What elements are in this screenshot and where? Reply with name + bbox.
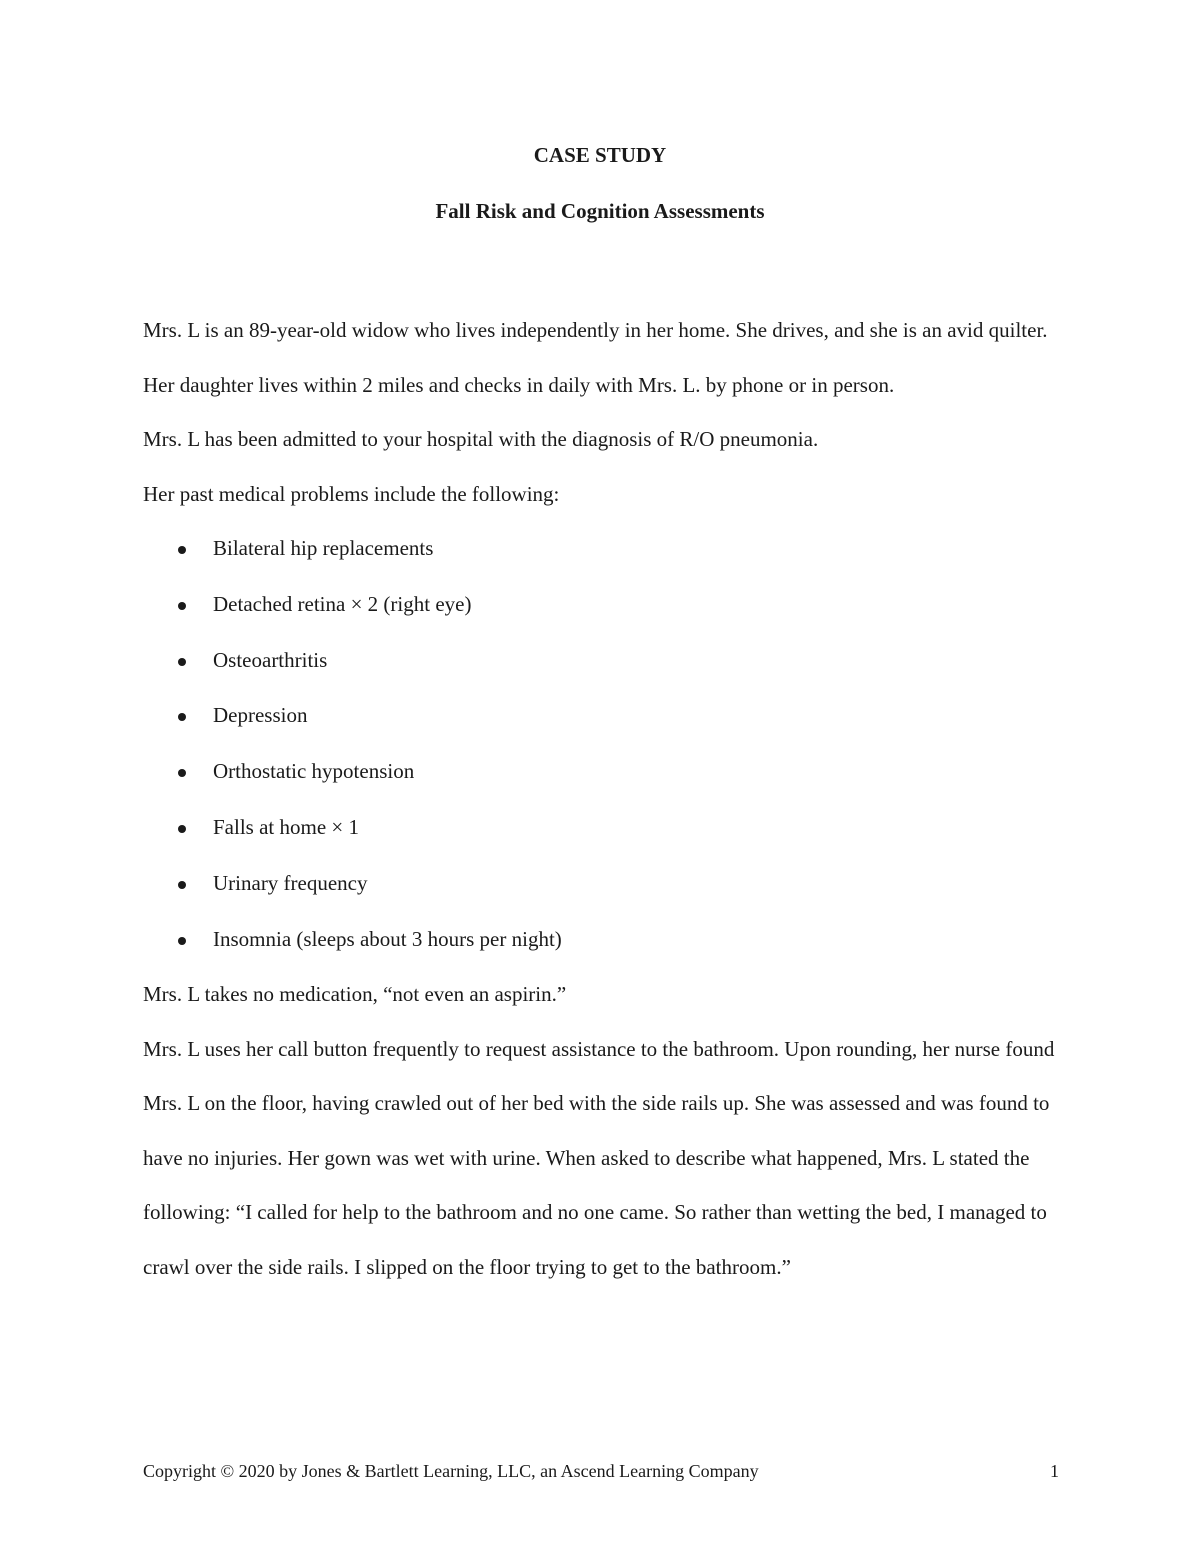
list-item-text: Depression	[213, 703, 308, 728]
bullet-icon	[178, 713, 186, 721]
document-body	[143, 303, 1063, 1294]
list-item	[143, 744, 1063, 800]
bullet-icon	[178, 769, 186, 777]
list-item-text: Falls at home × 1	[213, 814, 359, 839]
history-intro: Her past medical problems include the following:	[143, 481, 560, 506]
list-item	[143, 577, 1063, 633]
medication-paragraph: Mrs. L takes no medication, “not even an aspirin.”	[143, 982, 567, 1007]
copyright-notice: Copyright © 2020 by Jones & Bartlett Learning, LLC, an Ascend Learning Company	[143, 1461, 759, 1481]
bullet-icon	[178, 937, 186, 945]
admission-paragraph: Mrs. L has been admitted to your hospital with the diagnosis of R/O pneumonia.	[143, 427, 819, 451]
page-number: 1	[1050, 1461, 1059, 1481]
bullet-icon	[178, 602, 186, 610]
bullet-icon	[178, 658, 186, 666]
medical-history-list	[143, 521, 1063, 967]
list-item	[143, 912, 1063, 968]
document-subtitle: Fall Risk and Cognition Assessments	[435, 199, 765, 223]
list-item-text: Urinary frequency	[213, 870, 368, 895]
list-item	[143, 688, 1063, 744]
list-item-text: Detached retina × 2 (right eye)	[213, 591, 472, 616]
intro-paragraph: Mrs. L is an 89-year-old widow who lives independently in her home. She drives, and she is an avid quilter. Her daughter lives within 2 miles and checks in daily with Mrs. L. by phone or in person.	[143, 318, 1048, 397]
incident-paragraph: Mrs. L uses her call button frequently to request assistance to the bathroom. Upon rounding, her nurse found Mrs. L on the floor, having crawled out of her bed with the side rails up. She was assessed and was found to have no injuries. Her gown was wet with urine. When asked to describe what happened, Mrs. L stated the following: “I called for help to the bathroom and no one came. So rather than wetting the bed, I managed to crawl over the side rails. I slipped on the floor trying to get to the bathroom.”	[143, 1036, 1055, 1279]
document-title: CASE STUDY	[533, 143, 667, 167]
list-item	[143, 856, 1063, 912]
list-item-text: Bilateral hip replacements	[213, 536, 434, 560]
list-item	[143, 521, 1063, 577]
bullet-icon	[178, 825, 186, 833]
list-item-text: Insomnia (sleeps about 3 hours per night)	[213, 926, 562, 951]
list-item-text: Osteoarthritis	[213, 647, 328, 672]
list-item-text: Orthostatic hypotension	[213, 759, 415, 784]
list-item	[143, 633, 1063, 689]
list-item	[143, 800, 1063, 856]
bullet-icon	[178, 881, 186, 889]
bullet-icon	[178, 546, 186, 554]
